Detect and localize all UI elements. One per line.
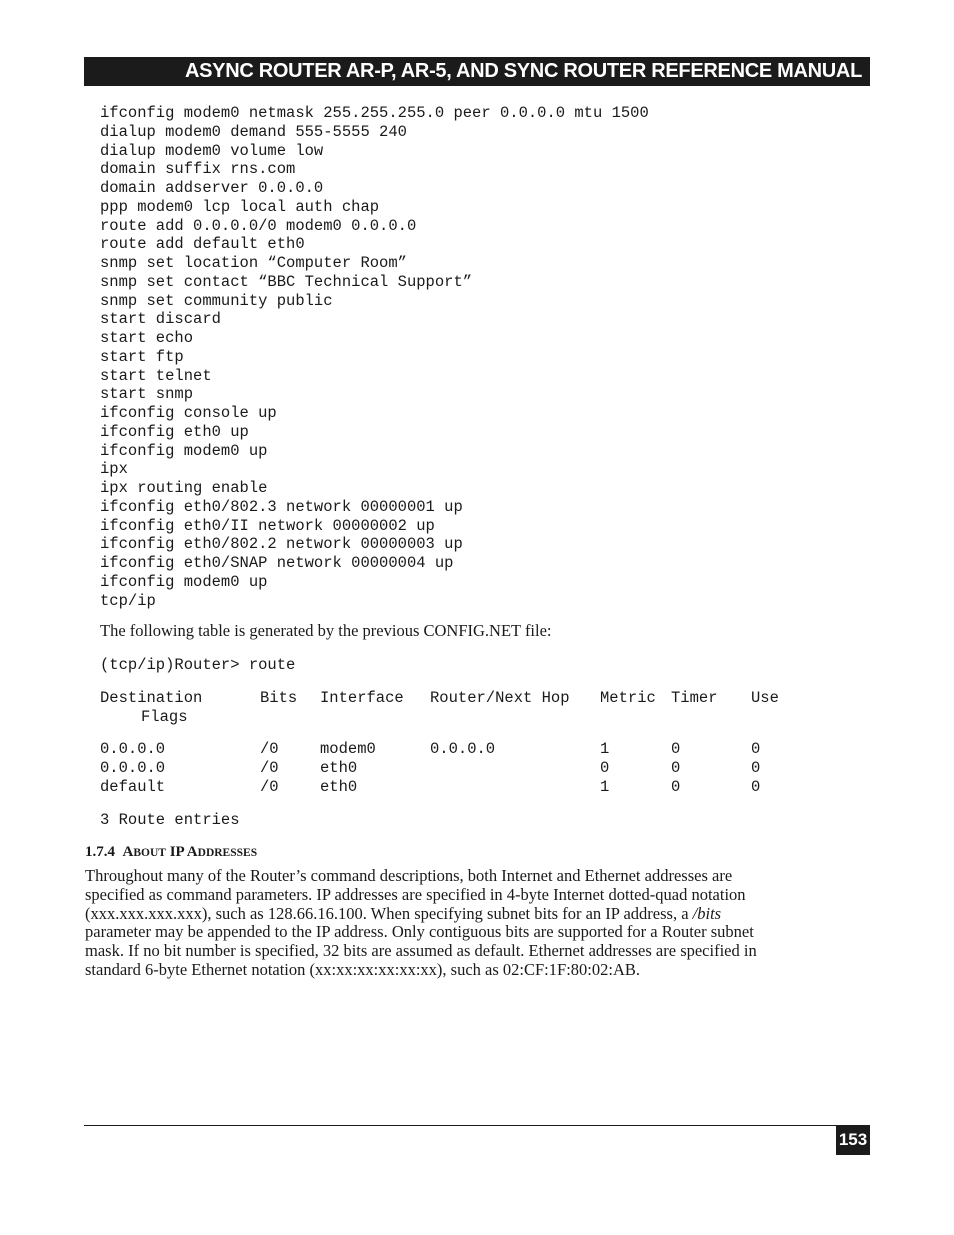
table-cell: default <box>100 778 166 796</box>
section-heading <box>85 843 257 862</box>
paragraph-line <box>85 867 860 886</box>
table-cell: 0 <box>600 759 610 777</box>
table-cell: /0 <box>260 759 279 777</box>
section-title-part: DDRESSES <box>197 847 258 859</box>
col-header-flags: Flags <box>141 708 188 726</box>
config-line: tcp/ip <box>100 591 156 610</box>
col-header-timer: Timer <box>671 689 718 707</box>
paragraph-text: (xxx.xxx.xxx.xxx), such as 128.66.16.100. When specifying subnet bits for an IP address, a <box>85 903 693 923</box>
footer-rule <box>84 1125 870 1126</box>
table-cell: 0 <box>751 740 761 758</box>
table-cell: 0.0.0.0 <box>430 740 496 758</box>
config-line: ifconfig modem0 up <box>100 572 268 591</box>
config-line: ifconfig eth0 up <box>100 422 249 441</box>
config-line: route add 0.0.0.0/0 modem0 0.0.0.0 <box>100 216 417 235</box>
body-paragraph <box>85 867 860 980</box>
table-cell: 0 <box>751 778 761 796</box>
config-line: ifconfig modem0 netmask 255.255.255.0 peer 0.0.0.0 mtu 1500 <box>100 104 649 122</box>
config-line: start discard <box>100 310 221 329</box>
paragraph-line <box>85 905 860 924</box>
command-prompt-line: (tcp/ip)Router> route <box>100 656 296 674</box>
config-line: domain suffix rns.com <box>100 160 296 179</box>
section-title-part: A <box>122 844 134 860</box>
table-cell: 1 <box>600 740 610 758</box>
route-command <box>100 656 295 675</box>
col-header-interface: Interface <box>320 689 404 707</box>
table-cell: /0 <box>260 778 279 796</box>
config-line: ipx <box>100 460 128 479</box>
config-line: snmp set location “Computer Room” <box>100 254 407 272</box>
paragraph-text: parameter may be appended to the IP address. Only contiguous bits are supported for a Router subnet <box>85 922 754 942</box>
page-number-text: 153 <box>838 1130 868 1149</box>
section-title-part: A <box>186 844 198 860</box>
table-cell: 0 <box>671 778 681 796</box>
table-cell: 0 <box>671 740 681 758</box>
manual-title: ASYNC ROUTER AR-P, AR-5, AND SYNC ROUTER REFERENCE MANUAL <box>184 60 862 82</box>
paragraph-line <box>85 923 860 942</box>
col-header-next-hop: Router/Next Hop <box>430 689 570 707</box>
config-line: ppp modem0 lcp local auth chap <box>100 197 380 216</box>
paragraph-line <box>85 942 860 961</box>
col-header-use: Use <box>751 689 779 707</box>
page-number <box>836 1125 870 1155</box>
config-line: ipx routing enable <box>100 479 268 497</box>
intro-paragraph: The following table is generated by the previous CONFIG.NET file: <box>100 621 552 640</box>
config-line: start ftp <box>100 347 184 366</box>
config-line: start telnet <box>100 366 212 385</box>
paragraph-line <box>85 961 860 980</box>
paragraph-text: mask. If no bit number is specified, 32 bits are assumed as default. Ethernet addresses are specified in <box>85 941 757 961</box>
config-line: ifconfig eth0/II network 00000002 up <box>100 516 435 535</box>
section-title-part: BOUT <box>133 847 166 859</box>
route-summary <box>100 811 240 830</box>
col-header-destination: Destination <box>100 689 203 707</box>
config-line: dialup modem0 demand 555-5555 240 <box>100 122 407 141</box>
config-line: ifconfig eth0/802.3 network 00000001 up <box>100 497 463 516</box>
table-cell: 0.0.0.0 <box>100 740 166 758</box>
config-line: ifconfig eth0/802.2 network 00000003 up <box>100 535 463 554</box>
table-cell: modem0 <box>320 740 376 758</box>
config-line: snmp set community public <box>100 291 333 310</box>
paragraph-line <box>85 886 860 905</box>
config-line: ifconfig modem0 up <box>100 441 268 460</box>
section-number: 1.7.4 <box>85 844 115 860</box>
config-line: ifconfig console up <box>100 404 277 422</box>
col-header-bits: Bits <box>260 689 298 707</box>
config-line: start echo <box>100 329 194 347</box>
table-cell: 0 <box>751 759 761 777</box>
config-line: start snmp <box>100 385 194 404</box>
table-cell: eth0 <box>320 759 358 777</box>
route-entries-line: 3 Route entries <box>100 811 240 829</box>
col-header-metric: Metric <box>600 689 656 707</box>
config-line: domain addserver 0.0.0.0 <box>100 179 324 197</box>
running-header <box>84 57 870 86</box>
table-cell: 1 <box>600 778 610 796</box>
paragraph-text: standard 6-byte Ethernet notation (xx:xx:xx:xx:xx:xx), such as 02:CF:1F:80:02:AB. <box>85 959 640 979</box>
table-cell: 0.0.0.0 <box>100 759 166 777</box>
section-title-part: IP <box>165 844 187 860</box>
config-line: dialup modem0 volume low <box>100 141 324 160</box>
paragraph-text: Throughout many of the Router’s command descriptions, both Internet and Ethernet addresses are <box>85 866 733 885</box>
config-listing <box>100 104 649 610</box>
config-line: route add default eth0 <box>100 235 305 254</box>
table-cell: /0 <box>260 740 279 758</box>
config-line: ifconfig eth0/SNAP network 00000004 up <box>100 554 454 572</box>
italic-term: /bits <box>692 903 722 923</box>
config-line: snmp set contact “BBC Technical Support” <box>100 272 473 291</box>
table-cell: 0 <box>671 759 681 777</box>
table-cell: eth0 <box>320 778 358 796</box>
paragraph-text: specified as command parameters. IP addresses are specified in 4-byte Internet dotted-quad notation <box>85 884 746 904</box>
